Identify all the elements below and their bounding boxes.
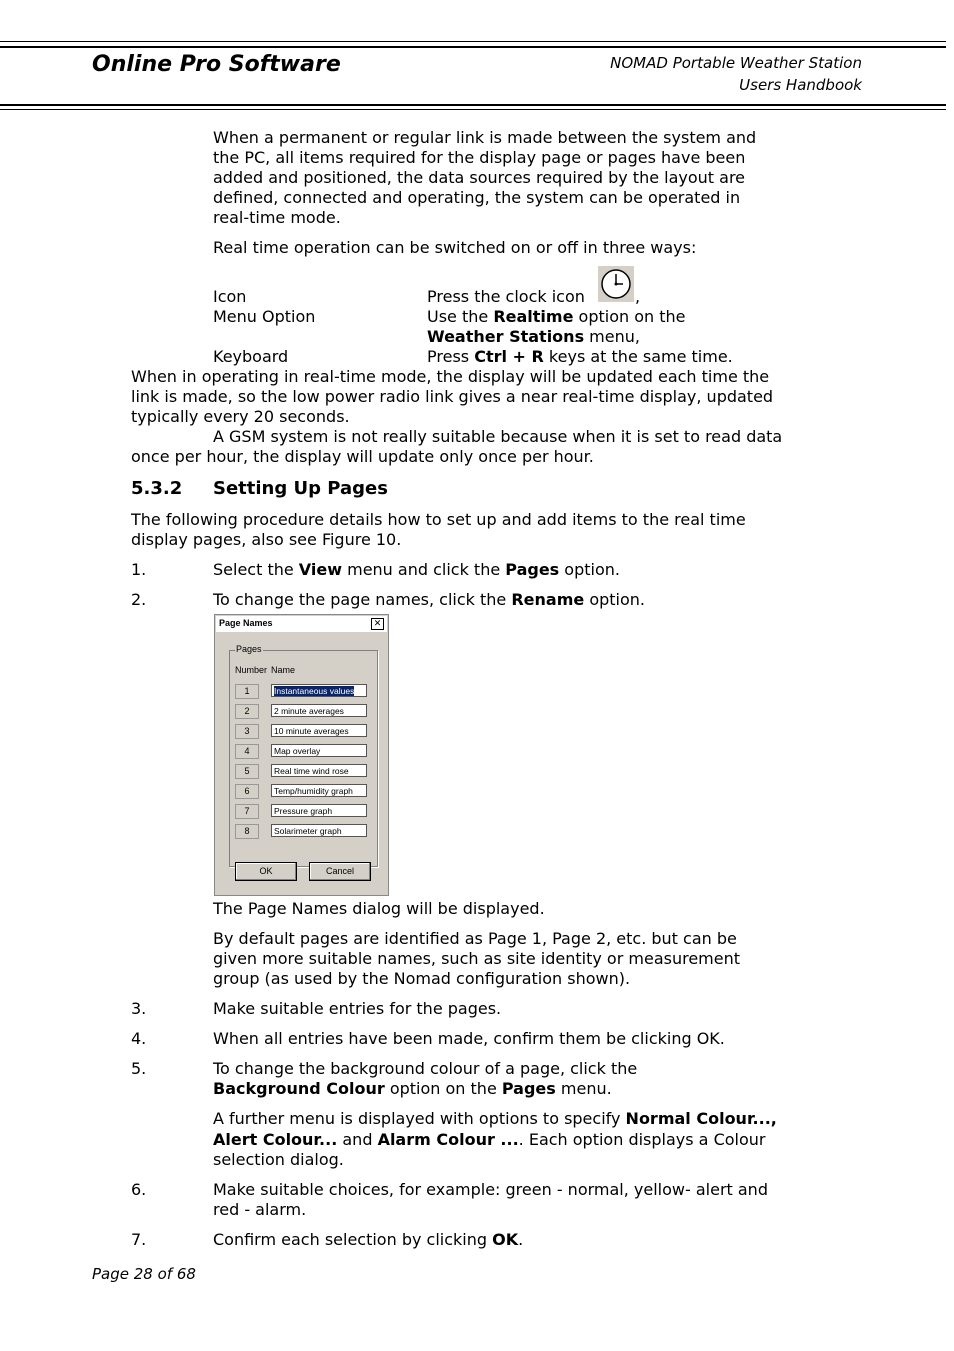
- close-icon[interactable]: ✕: [371, 618, 384, 630]
- row-number: 1: [235, 684, 259, 699]
- default-names-paragraph: By default pages are identified as Page 1, Page 2, etc. but can be given more suitable names, such as site identity or measurement group (as used by the Nomad configuration shown).: [213, 929, 741, 988]
- step-2: To change the page names, click the Rename option.: [213, 590, 646, 609]
- section-intro: The following procedure details how to set up and add items to the real time display pages, also see Figure 10.: [131, 510, 746, 549]
- page-name-input[interactable]: 2 minute averages: [271, 704, 367, 717]
- step-3: Make suitable entries for the pages.: [213, 999, 502, 1018]
- row-number: 2: [235, 704, 259, 719]
- step-number: 2.: [131, 590, 147, 609]
- intro-line: When a permanent or regular link is made between the system and: [213, 128, 757, 147]
- way-icon-comma: ,: [635, 287, 641, 306]
- row-number: 3: [235, 724, 259, 739]
- intro-line: added and positioned, the data sources required by the layout are: [213, 168, 746, 187]
- step-5: To change the background colour of a page, click the Background Colour option on the Pages menu.: [213, 1059, 638, 1098]
- step-number: 6.: [131, 1180, 147, 1199]
- page-name-input[interactable]: Temp/humidity graph: [271, 784, 367, 797]
- further-menu-paragraph: A further menu is displayed with options to specify Normal Colour..., Alert Colour... and Alarm Colour .... Each option displays a Colour selection dialog.: [213, 1109, 777, 1169]
- intro-ways: Real time operation can be switched on or off in three ways:: [213, 238, 697, 257]
- page-name-input[interactable]: Solarimeter graph: [271, 824, 367, 837]
- page-name-input[interactable]: Instantaneous values: [271, 684, 367, 697]
- dialog-displayed-text: The Page Names dialog will be displayed.: [213, 899, 545, 918]
- header-product: NOMAD Portable Weather Station: [610, 54, 862, 72]
- step-7: Confirm each selection by clicking OK.: [213, 1230, 524, 1249]
- dialog-titlebar: [216, 616, 387, 632]
- page-name-input[interactable]: Map overlay: [271, 744, 367, 757]
- step-6: Make suitable choices, for example: green - normal, yellow- alert and red - alarm.: [213, 1180, 768, 1219]
- cancel-button[interactable]: Cancel: [309, 862, 371, 881]
- way-icon-label: Icon: [213, 287, 247, 306]
- row-number: 8: [235, 824, 259, 839]
- step-4: When all entries have been made, confirm them be clicking OK.: [213, 1029, 725, 1048]
- intro-line: the PC, all items required for the display page or pages have been: [213, 148, 746, 167]
- row-number: 7: [235, 804, 259, 819]
- page-names-dialog: [214, 614, 389, 896]
- way-menu-text: Use the Realtime option on the Weather Stations menu,: [427, 307, 686, 346]
- intro-line: defined, connected and operating, the system can be operated in: [213, 188, 741, 207]
- way-keyboard-label: Keyboard: [213, 347, 289, 366]
- header-right: [610, 52, 862, 96]
- row-number: 4: [235, 744, 259, 759]
- row-number: 6: [235, 784, 259, 799]
- row-number: 5: [235, 764, 259, 779]
- section-heading: 5.3.2 Setting Up Pages: [131, 478, 388, 499]
- column-number: Number: [235, 665, 268, 675]
- step-number: 3.: [131, 999, 147, 1018]
- step-number: 1.: [131, 560, 147, 579]
- step-1: Select the View menu and click the Pages option.: [213, 560, 620, 579]
- clock-icon[interactable]: [598, 266, 634, 302]
- step-number: 7.: [131, 1230, 147, 1249]
- intro-paragraph: [213, 128, 756, 228]
- step-number: 4.: [131, 1029, 147, 1048]
- way-keyboard-text: Press Ctrl + R keys at the same time.: [427, 347, 733, 366]
- header-doc: Users Handbook: [739, 76, 862, 94]
- way-menu-label: Menu Option: [213, 307, 316, 326]
- page-name-input[interactable]: Real time wind rose: [271, 764, 367, 777]
- dialog-title: Page Names: [219, 618, 273, 628]
- step-number: 5.: [131, 1059, 147, 1078]
- page-name-input[interactable]: 10 minute averages: [271, 724, 367, 737]
- column-name: Name: [271, 665, 296, 675]
- way-icon-text: Press the clock icon: [427, 287, 585, 306]
- page-name-input[interactable]: Pressure graph: [271, 804, 367, 817]
- ok-button[interactable]: OK: [235, 862, 297, 881]
- group-label: Pages: [236, 644, 262, 654]
- realtime-paragraph: When in operating in real-time mode, the display will be updated each time the link is made, so the low power radio link gives a near real-time display, updated typically every 20 seconds. A GSM system is not really suitable because when it is set to read data once per hour, the display will update only once per hour.: [131, 367, 783, 466]
- header-title: Online Pro Software: [92, 52, 341, 77]
- intro-line: real-time mode.: [213, 208, 341, 227]
- page-footer: Page 28 of 68: [92, 1265, 196, 1283]
